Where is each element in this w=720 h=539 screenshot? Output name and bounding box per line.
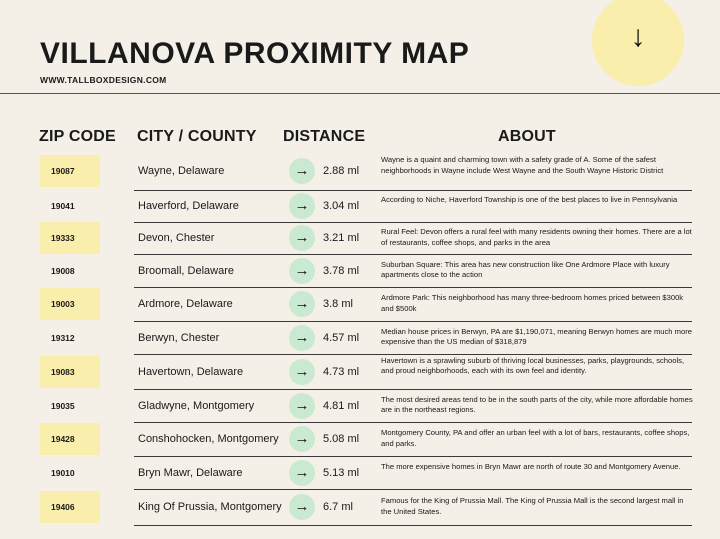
city-county-cell: Wayne, Delaware [138,165,225,177]
row-divider [134,190,692,191]
arrow-down-icon: ↓ [630,20,646,53]
about-cell: The most desired areas tend to be in the south parts of the city, while more affordable homes are in the northeast regions. [381,394,693,415]
zip-code-cell: 19003 [40,288,100,320]
distance-cell: 5.08 ml [323,433,360,445]
column-header-city: CITY / COUNTY [137,128,257,145]
website-link[interactable]: WWW.TALLBOXDESIGN.COM [40,75,167,85]
row-divider [134,287,692,288]
arrow-right-icon[interactable]: → [289,158,315,184]
row-divider [134,456,692,457]
row-divider [134,222,692,223]
zip-code-cell: 19010 [51,467,75,478]
about-cell: Suburban Square: This area has new construction like One Ardmore Place with luxury apartments close to the action [381,259,670,280]
distance-cell: 4.57 ml [323,331,360,344]
city-county-cell: Bryn Mawr, Delaware [138,466,243,479]
zip-code-cell: 19041 [51,201,75,211]
zip-code-cell: 19428 [40,423,100,455]
row-divider [134,254,692,255]
about-cell: Famous for the King of Prussia Mall. The King of Prussia Mall is the second largest mall in the United States. [381,496,684,516]
row-divider [134,525,692,526]
city-county-cell: Ardmore, Delaware [138,298,233,310]
city-county-cell: Gladwyne, Montgomery [138,399,255,412]
distance-cell: 4.73 ml [323,365,360,378]
about-cell: Ardmore Park: This neighborhood has many three-bedroom homes priced between $300k and $500k [381,293,684,313]
page-title: VILLANOVA PROXIMITY MAP [40,37,470,70]
city-county-cell: Berwyn, Chester [138,331,220,344]
header-divider [0,93,720,94]
distance-cell: 3.21 ml [323,232,360,244]
column-header-about: ABOUT [498,128,556,145]
distance-cell: 3.04 ml [323,200,360,212]
row-divider [134,489,692,490]
city-county-cell: King Of Prussia, Montgomery [138,501,282,513]
zip-code-cell: 19312 [51,332,75,343]
about-cell: The more expensive homes in Bryn Mawr are north of route 30 and Montgomery Avenue. [381,461,681,471]
row-divider [134,422,692,423]
distance-cell: 5.13 ml [323,466,360,479]
arrow-right-icon[interactable]: → [289,193,315,219]
about-cell: Havertown is a sprawling suburb of thriving local businesses, parks, playgrounds, schools, and proud neighborhoods, each with its own feel and identity. [381,355,685,376]
about-cell: Median house prices in Berwyn, PA are $1,190,071, meaning Berwyn homes are much more expensive than the US median of $318,879 [381,326,692,347]
zip-code-cell: 19406 [40,491,100,523]
zip-code-cell: 19008 [51,265,75,276]
column-header-distance: DISTANCE [283,128,366,145]
distance-cell: 2.88 ml [323,165,360,177]
arrow-right-icon[interactable]: → [289,460,315,486]
about-cell: Rural Feel: Devon offers a rural feel with many residents owning their homes. There are a lot of restaurants, coffee shops, and parks in the area [381,227,692,247]
arrow-right-icon[interactable]: → [289,225,315,251]
arrow-right-icon[interactable]: → [289,291,315,317]
distance-cell: 4.81 ml [323,399,360,412]
arrow-right-icon[interactable]: → [289,426,315,452]
arrow-right-icon[interactable]: → [289,494,315,520]
distance-cell: 6.7 ml [323,501,353,513]
city-county-cell: Haverford, Delaware [138,200,239,212]
city-county-cell: Conshohocken, Montgomery [138,433,279,445]
arrow-right-icon[interactable]: → [289,359,315,385]
zip-code-cell: 19083 [40,356,100,388]
arrow-right-icon[interactable]: → [289,258,315,284]
city-county-cell: Broomall, Delaware [138,264,234,277]
row-divider [134,321,692,322]
city-county-cell: Devon, Chester [138,232,215,244]
about-cell: Wayne is a quaint and charming town with a safety grade of A. Some of the safest neighborhoods in Wayne include West Wayne and the South Wayne Historic District [381,155,664,175]
arrow-right-icon[interactable]: → [289,325,315,351]
zip-code-cell: 19087 [40,155,100,187]
row-divider [134,389,692,390]
distance-cell: 3.78 ml [323,264,360,277]
city-county-cell: Havertown, Delaware [138,365,244,378]
arrow-right-icon[interactable]: → [289,393,315,419]
zip-code-cell: 19035 [51,400,75,411]
column-header-zip: ZIP CODE [39,128,116,145]
about-cell: Montgomery County, PA and offer an urban feel with a lot of bars, restaurants, coffee shops, and parks. [381,428,690,448]
decorative-circle [592,0,684,86]
about-cell: According to Niche, Haverford Township is one of the best places to live in Pennsylvania [381,195,678,205]
distance-cell: 3.8 ml [323,298,353,310]
zip-code-cell: 19333 [40,222,100,254]
